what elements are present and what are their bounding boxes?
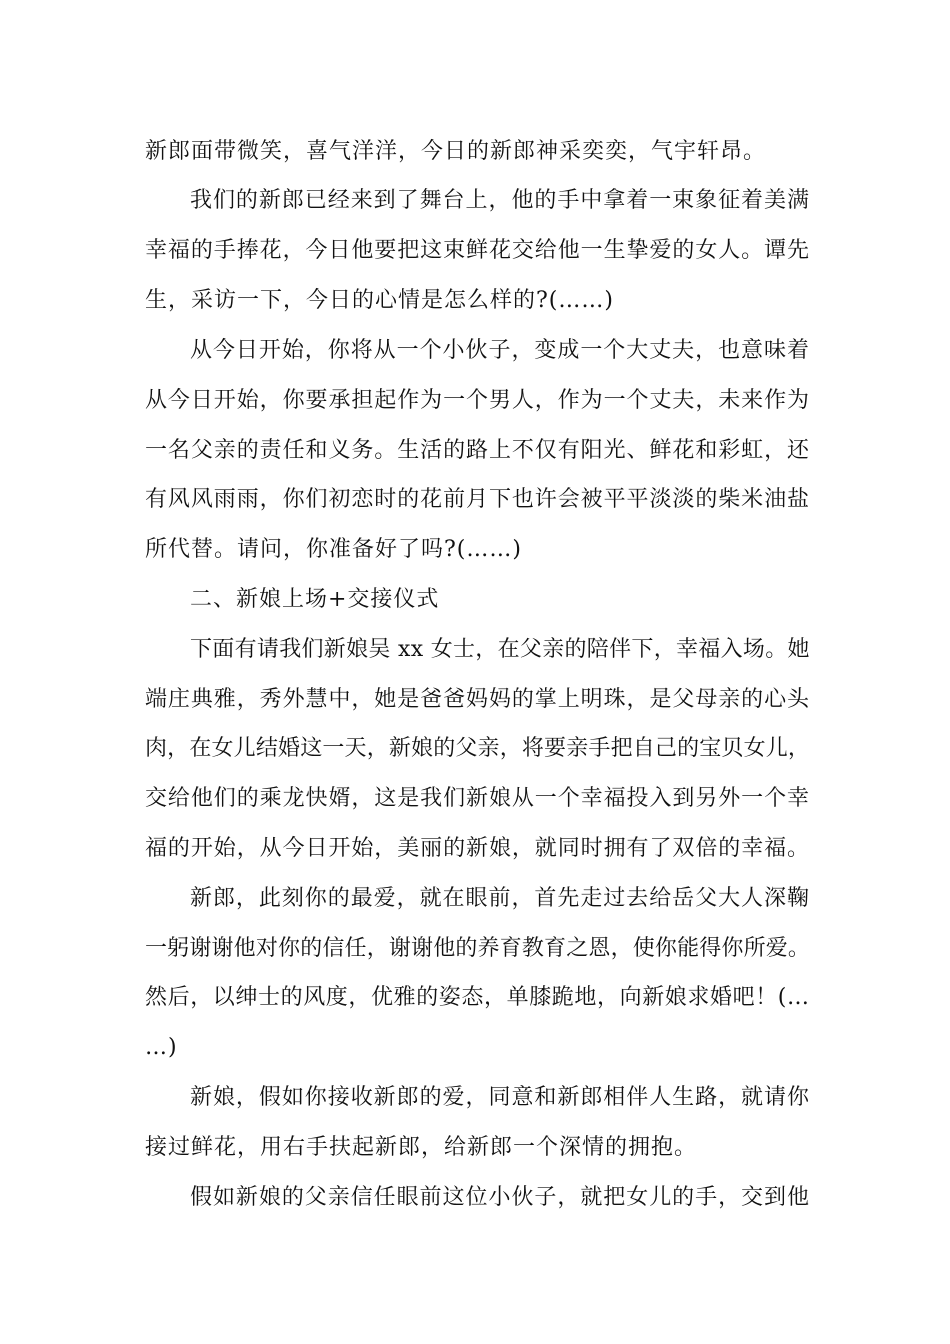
text-line: 新娘，假如你接收新郎的爱，同意和新郎相伴人生路，就请你 [190,1085,810,1110]
text-line: 生，采访一下，今日的心情是怎么样的?(……) [145,288,614,313]
text-line: 福的开始，从今日开始，美丽的新娘，就同时拥有了双倍的幸福。 [145,836,810,861]
text-line: 下面有请我们新娘吴 xx 女士，在父亲的陪伴下，幸福入场。她 [190,637,810,662]
text-line: 我们的新郎已经来到了舞台上，他的手中拿着一束象征着美满 [190,188,810,213]
text-line: 端庄典雅，秀外慧中，她是爸爸妈妈的掌上明珠，是父母亲的心头 [145,687,810,712]
text-line: 然后，以绅士的风度，优雅的姿态，单膝跪地，向新娘求婚吧！(… [145,985,810,1010]
text-line: 交给他们的乘龙快婿，这是我们新娘从一个幸福投入到另外一个幸 [145,786,810,811]
text-line: 肉，在女儿结婚这一天，新娘的父亲，将要亲手把自己的宝贝女儿， [145,736,811,761]
text-line: 幸福的手捧花，今日他要把这束鲜花交给他一生挚爱的女人。谭先 [145,238,810,263]
text-line: 新郎，此刻你的最爱，就在眼前，首先走过去给岳父大人深鞠 [190,886,810,911]
text-line: 一名父亲的责任和义务。生活的路上不仅有阳光、鲜花和彩虹，还 [145,438,810,463]
text-line: 所代替。请问，你准备好了吗?(……) [145,537,522,562]
text-line: 一躬谢谢他对你的信任，谢谢他的养育教育之恩，使你能得你所爱。 [145,936,811,961]
text-line: 接过鲜花，用右手扶起新郎，给新郎一个深情的拥抱。 [145,1135,698,1160]
text-line: 假如新娘的父亲信任眼前这位小伙子，就把女儿的手，交到他 [190,1185,810,1210]
text-line: 新郎面带微笑，喜气洋洋，今日的新郎神采奕奕，气宇轩昂。 [145,139,767,164]
text-line: …) [145,1035,178,1060]
text-line: 从今日开始，你将从一个小伙子，变成一个大丈夫，也意味着 [190,338,810,363]
text-line: 有风风雨雨，你们初恋时的花前月下也许会被平平淡淡的柴米油盐 [145,487,810,512]
text-line: 从今日开始，你要承担起作为一个男人，作为一个丈夫，未来作为 [145,388,810,413]
section-heading: 二、新娘上场+交接仪式 [190,587,440,612]
